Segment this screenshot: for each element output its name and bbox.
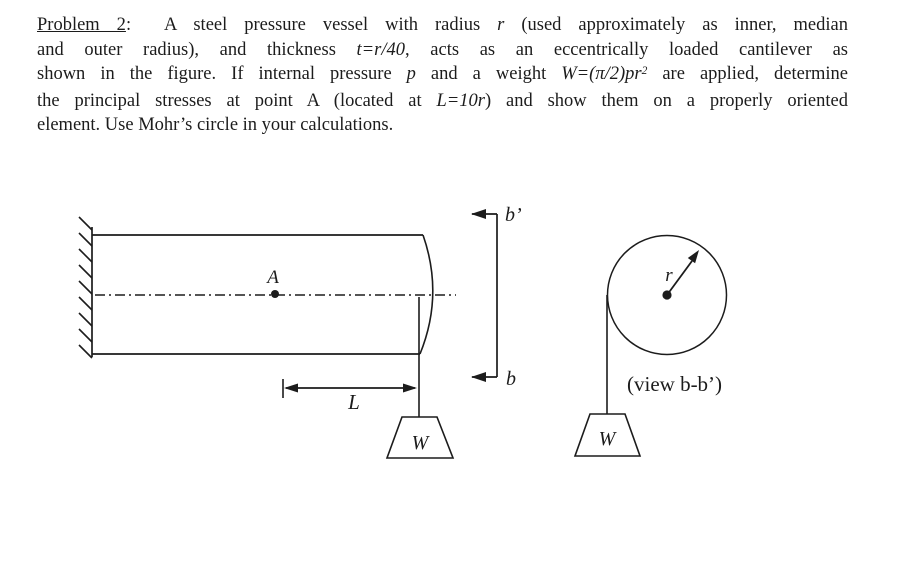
weight-side-label: W <box>598 428 616 450</box>
section-arrowhead-bottom <box>471 372 486 382</box>
weight-front-label: W <box>411 432 429 454</box>
view-caption: (view b-b’) <box>627 372 723 396</box>
problem-statement-line: the principal stresses at point A (located at L=10r) and show them on a properly oriented <box>37 90 848 111</box>
problem-statement-line: shown in the figure. If internal pressure p and a weight $W=(\pi/2)pr^2$ are applied, determine <box>37 64 848 84</box>
weight-block-front <box>387 297 453 458</box>
radius-arrowhead <box>688 250 699 263</box>
problem-statement-line: element. Use Mohr’s circle in your calculations. <box>37 115 394 135</box>
section-arrowhead-top <box>471 209 486 219</box>
dimension-arrowhead-left <box>284 384 298 393</box>
dimension-arrowhead-right <box>403 384 417 393</box>
point-a-label: A <box>267 267 279 288</box>
dimension-line-L <box>283 379 417 414</box>
fixed-support-hatching <box>79 217 92 358</box>
problem-statement-line: Problem 2: A steel pressure vessel with radius r (used approximately as inner, median <box>37 15 848 35</box>
problem-statement-line: and outer radius), and thickness t=r/40, acts as an eccentrically loaded cantilever as <box>37 39 848 60</box>
point-a-marker <box>265 267 279 298</box>
radius-label: r <box>665 265 673 286</box>
section-top-label: b’ <box>505 204 522 226</box>
section-bottom-label: b <box>506 368 516 390</box>
length-label: L <box>348 390 360 414</box>
section-view-circle <box>608 236 727 355</box>
section-line-bb <box>471 204 522 390</box>
